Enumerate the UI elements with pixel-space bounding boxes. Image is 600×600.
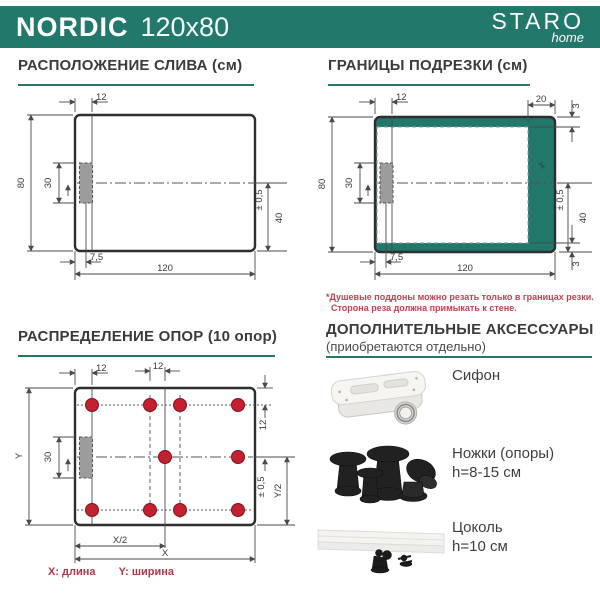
- dim-label: 80: [16, 177, 27, 189]
- accessories-section-subtitle: (приобретаются отдельно): [326, 339, 486, 354]
- dim-label: ± 0,5: [256, 476, 267, 498]
- dim-label: 120: [457, 263, 473, 274]
- dim-label: ± 0,5: [254, 189, 265, 211]
- dim-label: 40: [274, 212, 285, 224]
- brand-logo: [491, 10, 584, 44]
- drain-section-rule: [18, 84, 254, 86]
- drain-symbol: [80, 437, 93, 478]
- siphon-label: Сифон: [452, 367, 501, 384]
- dim-label: Y: [14, 452, 25, 460]
- dim-label: 40: [578, 212, 589, 224]
- drain-location-diagram: [15, 92, 305, 292]
- legend-x: X: длина: [48, 566, 96, 578]
- feet-image: [320, 438, 445, 513]
- cut-section-title: ГРАНИЦЫ ПОДРЕЗКИ (см): [328, 57, 528, 74]
- dim-label: 80: [317, 178, 328, 190]
- dim-label: X/2: [112, 535, 128, 546]
- dim-label: 12: [96, 92, 107, 103]
- plinth-spec: h=10 см: [452, 538, 508, 555]
- dim-label: 12: [96, 363, 107, 374]
- plinth-image: [316, 512, 446, 574]
- drain-symbol: [80, 163, 93, 203]
- feet-spec: h=8-15 см: [452, 464, 522, 481]
- cut-borders-diagram: [318, 92, 600, 297]
- brand-name: STARO: [491, 8, 584, 34]
- dim-label: 7,5: [390, 252, 404, 263]
- brand-tagline: home: [551, 30, 584, 45]
- dim-label: 12: [152, 361, 164, 372]
- dim-label: 20: [535, 94, 547, 105]
- legend-y: Y: ширина: [118, 566, 175, 578]
- dim-label: 30: [43, 451, 54, 463]
- drain-symbol: [380, 163, 393, 203]
- dim-label: 12: [396, 92, 407, 103]
- product-name: NORDIC: [16, 11, 129, 42]
- accessories-section-title: ДОПОЛНИТЕЛЬНЫЕ АКСЕССУАРЫ: [326, 321, 594, 338]
- dim-label: 30: [43, 177, 54, 189]
- product-size: 120x80: [140, 11, 230, 42]
- supports-section-title: РАСПРЕДЕЛЕНИЕ ОПОР (10 опор): [18, 328, 278, 345]
- dim-label: 3: [571, 103, 582, 109]
- cutting-note: [326, 292, 594, 314]
- dim-label: 12: [258, 419, 269, 431]
- dim-label: X: [161, 548, 169, 559]
- keep-area: [377, 127, 528, 243]
- cutting-note-line1: *Душевые поддоны можно резать только в границах резки.: [326, 292, 594, 302]
- header-bar: [0, 6, 600, 48]
- dim-label: ± 0,5: [555, 189, 566, 211]
- supports-section-rule: [18, 355, 275, 357]
- dim-label: Y/2: [273, 483, 284, 499]
- dim-label: 7,5: [90, 252, 104, 263]
- drain-section-title: РАСПОЛОЖЕНИЕ СЛИВА (см): [18, 57, 243, 74]
- feet-name: Ножки (опоры): [452, 445, 555, 462]
- cutting-note-line2: Сторона реза должна примыкать к стене.: [331, 303, 517, 313]
- cut-section-rule: [328, 84, 530, 86]
- siphon-image: [320, 356, 445, 436]
- dim-label: 3: [571, 261, 582, 267]
- dim-label: 30: [344, 177, 355, 189]
- axis-legend: [48, 566, 194, 578]
- supports-diagram: [15, 363, 305, 570]
- plinth-name: Цоколь: [452, 519, 503, 536]
- scissors-icon: ✂: [534, 159, 548, 173]
- feet-label: [452, 444, 554, 482]
- dim-label: 120: [157, 263, 173, 274]
- plinth-label: [452, 518, 508, 556]
